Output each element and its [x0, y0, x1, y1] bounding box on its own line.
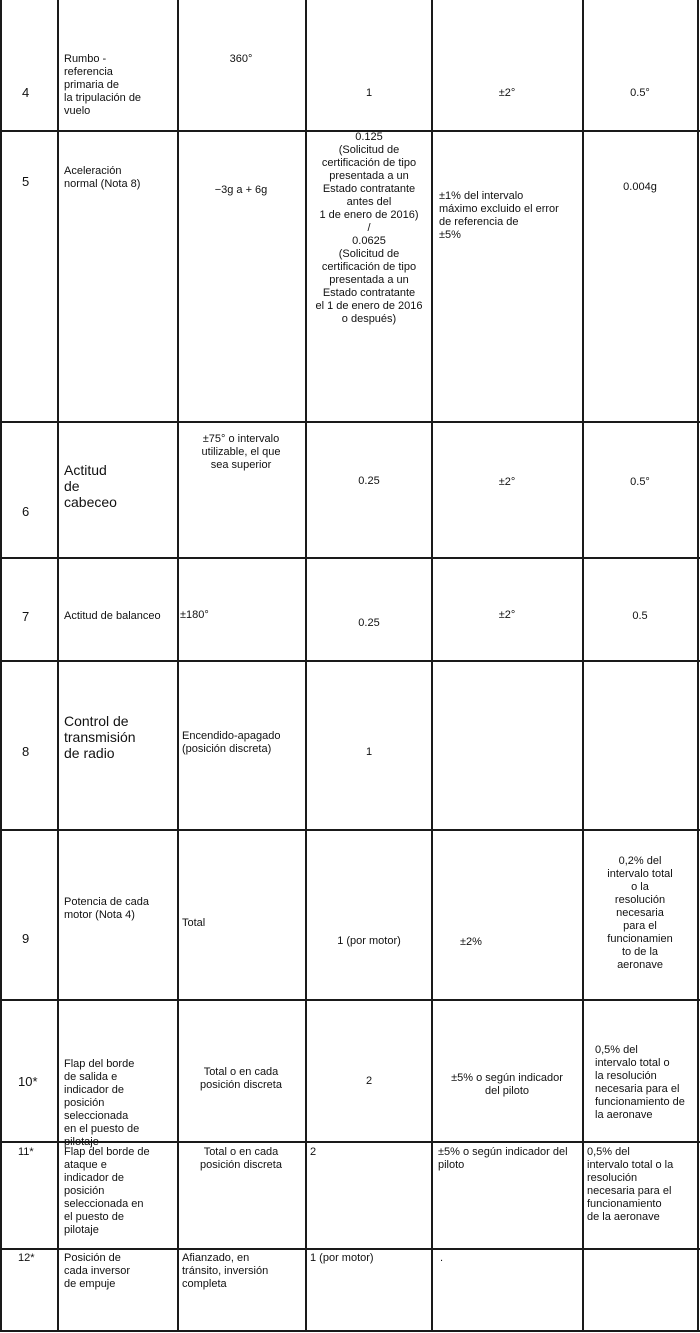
parameter-cell: Posición de cada inversor de empuje	[64, 1252, 131, 1290]
accuracy-cell: ±2°	[498, 609, 516, 621]
rate-cell: 1 (por motor)	[337, 935, 401, 947]
row-number: 11*	[18, 1146, 34, 1158]
accuracy-cell: ±2°	[498, 87, 516, 99]
parameter-cell: Actitud de cabeceo	[64, 462, 117, 510]
rate-cell: 1 (por motor)	[310, 1252, 374, 1264]
resolution-cell: 0,5% del intervalo total o la resolución necesaria para el funcionamiento de la aeronave	[587, 1146, 674, 1223]
range-cell: Afianzado, en tránsito, inversión completa	[182, 1252, 269, 1290]
rate-cell: 0.25	[358, 617, 380, 629]
rate-cell: 1	[365, 87, 373, 99]
parameter-cell: Aceleración normal (Nota 8)	[64, 165, 141, 190]
row-number: 7	[22, 609, 30, 624]
range-cell: Total	[182, 917, 206, 929]
parameter-cell: Flap del borde de salida e indicador de posición seleccionada en el puesto de pilotaje	[64, 1058, 140, 1148]
row-divider	[0, 557, 700, 559]
resolution-cell: 0.5°	[630, 476, 650, 488]
range-cell: −3g a + 6g	[214, 184, 268, 196]
range-cell: 360°	[229, 53, 253, 65]
resolution-cell: 0,2% del intervalo total o la resolución necesaria para el funcionamien to de la aeronave	[607, 855, 673, 971]
accuracy-cell: ±5% o según indicador del piloto	[438, 1146, 568, 1171]
parameter-cell: Flap del borde de ataque e indicador de posición seleccionada en el puesto de pilotaje	[64, 1146, 150, 1236]
parameter-cell: Control de transmisión de radio	[64, 713, 136, 761]
column-divider	[177, 0, 179, 1332]
range-cell: ±180°	[180, 609, 209, 621]
row-number: 8	[22, 744, 30, 759]
row-divider	[0, 999, 700, 1001]
resolution-cell: 0,5% del intervalo total o la resolución necesaria para el funcionamiento de la aeronave	[595, 1044, 685, 1121]
accuracy-cell: ±2°	[498, 476, 516, 488]
row-number: 10*	[18, 1074, 38, 1089]
accuracy-cell: .	[440, 1252, 444, 1264]
row-divider	[0, 660, 700, 662]
resolution-cell: 0.5	[632, 610, 648, 622]
row-number: 4	[22, 85, 30, 100]
resolution-cell: 0.004g	[623, 181, 657, 193]
range-cell: Encendido-apagado (posición discreta)	[182, 730, 281, 755]
resolution-cell: 0.5°	[630, 87, 650, 99]
rate-cell: 0.25	[358, 475, 380, 487]
parameter-cell: Rumbo - referencia primaria de la tripulación de vuelo	[64, 53, 142, 117]
accuracy-cell: ±1% del intervalo máximo excluido el error de referencia de ±5%	[439, 190, 559, 241]
row-number: 6	[22, 504, 30, 519]
parameter-cell: Potencia de cada motor (Nota 4)	[64, 896, 150, 921]
column-divider	[57, 0, 59, 1332]
row-divider	[0, 421, 700, 423]
rate-cell: 1	[365, 746, 373, 758]
range-cell: Total o en cada posición discreta	[200, 1146, 282, 1171]
column-divider	[582, 0, 584, 1332]
row-number: 12*	[18, 1252, 35, 1264]
range-cell: Total o en cada posición discreta	[200, 1066, 282, 1091]
rate-cell: 0.125 (Solicitud de certificación de tipo presentada a un Estado contratante antes del 1 de enero de 2016) / 0.0625 (Solicitud de certificación de tipo presentada a un Estado contratante el 1 de enero de 2016 o después)	[315, 131, 423, 325]
parameter-cell: Actitud de balanceo	[64, 610, 161, 622]
column-divider	[697, 0, 699, 1332]
rate-cell: 2	[310, 1146, 317, 1158]
row-divider	[0, 829, 700, 831]
range-cell: ±75° o intervalo utilizable, el que sea superior	[201, 433, 281, 471]
accuracy-cell: ±5% o según indicador del piloto	[451, 1072, 563, 1097]
column-divider	[0, 0, 2, 1332]
row-divider	[0, 1330, 700, 1332]
row-number: 5	[22, 174, 30, 189]
row-number: 9	[22, 931, 30, 946]
rate-cell: 2	[365, 1075, 373, 1087]
column-divider	[431, 0, 433, 1332]
accuracy-cell: ±2%	[460, 936, 482, 948]
row-divider	[0, 1248, 700, 1250]
